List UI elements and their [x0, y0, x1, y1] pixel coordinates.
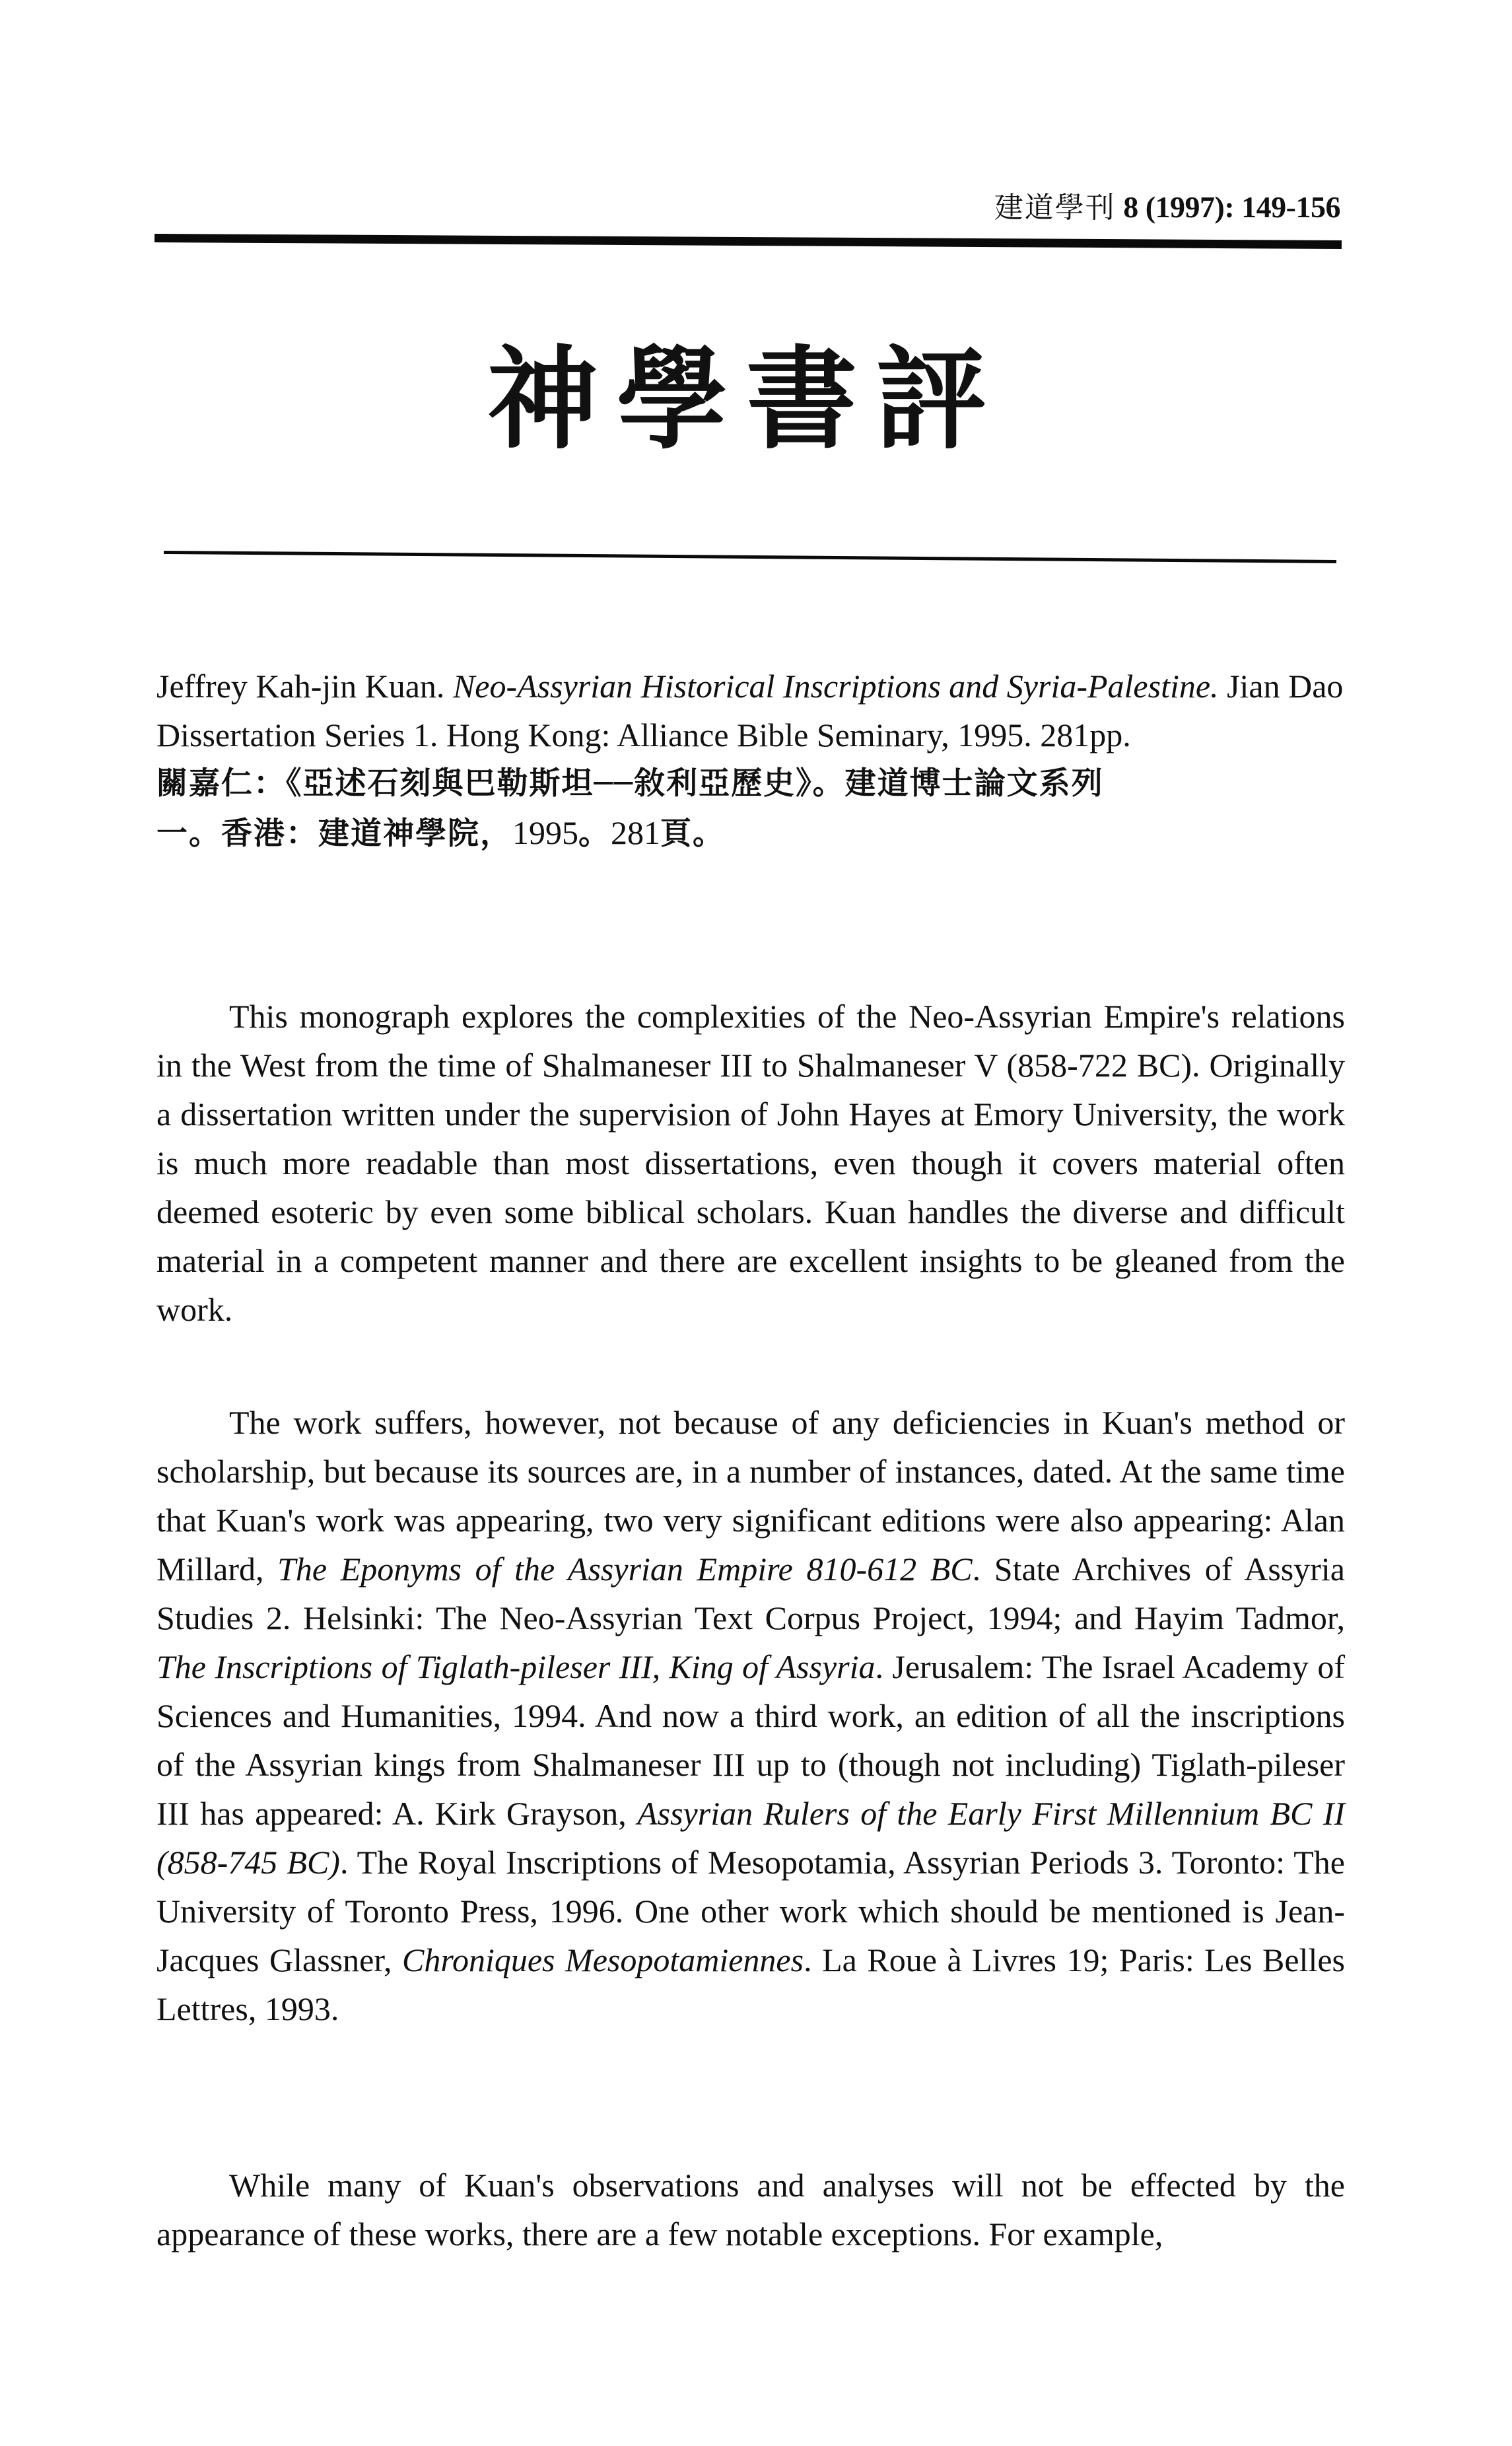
review-paragraph-1: This monograph explores the complexities of the Neo-Assyrian Empire's relations in the West from the time of Shalmaneser III to Shalmaneser V (858-722 BC). Originally a dissertation written under the supervision of John Hayes at Emory University, the work is much more readable than most dissertations, even though it covers material often deemed esoteric by even some biblical scholars. Kuan handles the diverse and difficult material in a competent manner and there are excellent insights to be gleaned from the work. [156, 998, 1345, 1328]
review-paragraph-2-container [156, 1398, 1345, 2033]
journal-volume-pages: 8 (1997): 149-156 [1123, 190, 1340, 224]
header-rule [155, 234, 1342, 249]
review-paragraph-2 [156, 1398, 1345, 2033]
paragraph-2-text: . La Roue à Livres 19; Paris: Les Belles Lettres, 1993. [156, 1941, 1345, 2027]
journal-name: 建道學刊 [994, 191, 1116, 225]
review-paragraph-3-container [156, 2161, 1345, 2258]
title-rule [164, 551, 1336, 563]
citation-book-title: Neo-Assyrian Historical Inscriptions and Syria-Palestine. [452, 668, 1219, 705]
citation-english [156, 662, 1345, 759]
citation-chinese [156, 759, 1345, 858]
citation-chinese-line-2: 一。香港：建道神學院， [156, 816, 512, 852]
citation-chinese-pages: 281 [611, 814, 660, 851]
citation-chinese-year: 1995 [512, 814, 578, 851]
cited-title-eponyms: The Eponyms of the Assyrian Empire 810-612 BC [277, 1551, 973, 1588]
running-header [911, 186, 1340, 229]
review-paragraph-1-container [156, 992, 1345, 1334]
book-citation [156, 662, 1345, 858]
cited-title-chroniques: Chroniques Mesopotamiennes [402, 1941, 804, 1978]
cited-title-tiglath-pileser: The Inscriptions of Tiglath-pileser III, King of Assyria [156, 1648, 876, 1685]
citation-pages: 281pp. [1040, 716, 1131, 753]
citation-series-publisher: Jian Dao Dissertation Series 1. Hong Kong: Alliance Bible Seminary, 1995. [156, 668, 1344, 753]
paragraph-2-text: The work suffers, however, not because of any deficiencies in Kuan's method or scholarship, but because its sources are, in a number of instances, dated. At the same time that Kuan's work was appearing, two very significant editions were also appearing: Alan Millard, [156, 1404, 1345, 1588]
review-paragraph-3: While many of Kuan's observations and analyses will not be effected by the appearance of these works, there are a few notable exceptions. For example, [156, 2167, 1345, 2253]
cited-title-assyrian-rulers: Assyrian Rulers of the Early First Millennium BC II (858-745 BC) [156, 1795, 1345, 1881]
paragraph-2-text: . The Royal Inscriptions of Mesopotamia, Assyrian Periods 3. Toronto: The University of Toronto Press, 1996. One other work which should be mentioned is Jean-Jacques Glassner, [156, 1844, 1345, 1978]
citation-chinese-line-1: 關嘉仁：《亞述石刻與巴勒斯坦──敘利亞歷史》。建道博士論文系列 [156, 765, 1104, 802]
paragraph-2-text: . Jerusalem: The Israel Academy of Sciences and Humanities, 1994. And now a third work, an edition of all the inscriptions of the Assyrian kings from Shalmaneser III up to (though not including) Tiglath-pileser III has appeared: A. Kirk Grayson, [156, 1648, 1346, 1832]
section-title: 神學書評 [487, 335, 1005, 464]
paragraph-2-text: . State Archives of Assyria Studies 2. Helsinki: The Neo-Assyrian Text Corpus Project, 1994; and Hayim Tadmor, [156, 1551, 1345, 1636]
citation-author: Jeffrey Kah-jin Kuan. [156, 668, 445, 705]
citation-chinese-sep: 。 [578, 816, 611, 852]
citation-chinese-pages-suffix: 頁。 [660, 816, 725, 852]
